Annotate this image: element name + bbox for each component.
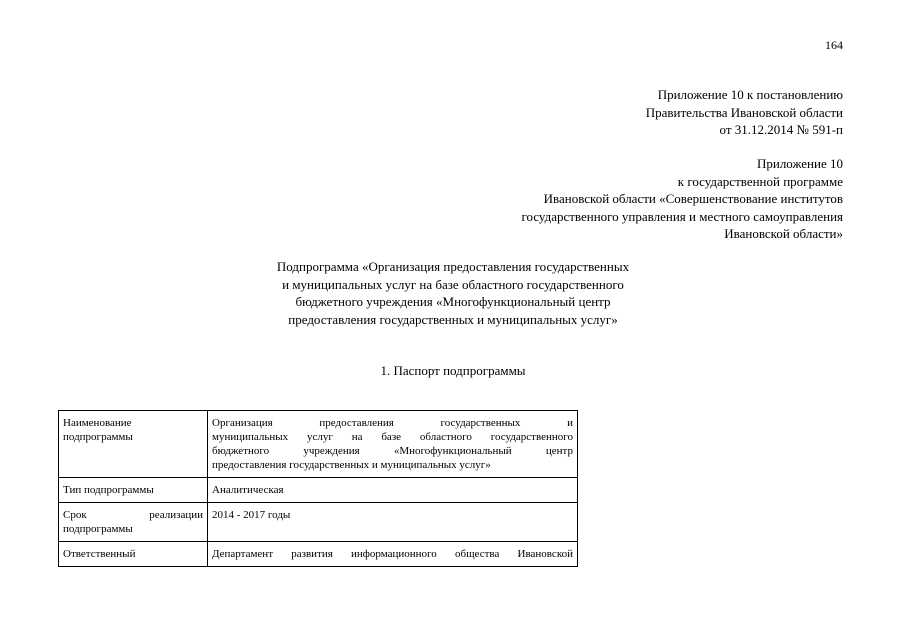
row-label-line: Тип подпрограммы bbox=[63, 484, 154, 496]
annex-program-line: государственного управления и местного самоуправления bbox=[521, 208, 843, 224]
annex-program-line: к государственной программе bbox=[677, 173, 843, 189]
page-number: 164 bbox=[825, 38, 843, 52]
row-value-line: муниципальных услуг на базе областного государственного bbox=[212, 431, 573, 443]
row-value-cell bbox=[208, 478, 578, 503]
row-value-cell bbox=[208, 411, 578, 478]
passport-table bbox=[58, 410, 578, 567]
row-value-line: бюджетного учреждения «Многофункциональный центр bbox=[212, 445, 573, 457]
row-label-line: Срок реализации bbox=[63, 509, 203, 521]
table-row bbox=[59, 503, 578, 542]
annex-resolution-block bbox=[646, 86, 843, 139]
annex-resolution-line: от 31.12.2014 № 591-п bbox=[719, 122, 843, 137]
row-value-line: Аналитическая bbox=[212, 484, 284, 496]
subprogram-title-line: Подпрограмма «Организация предоставления государственных bbox=[276, 259, 630, 274]
row-value-cell bbox=[208, 503, 578, 542]
subprogram-title bbox=[200, 258, 706, 328]
annex-program-line: Ивановской области» bbox=[724, 226, 843, 241]
row-label-line: Наименование bbox=[63, 417, 132, 429]
annex-resolution-line: Приложение 10 к постановлению bbox=[657, 87, 843, 102]
annex-program-line: Приложение 10 bbox=[756, 156, 843, 171]
subprogram-title-line: и муниципальных услуг на базе областного государственного bbox=[282, 276, 624, 292]
annex-program-line: Ивановской области «Совершенствование институтов bbox=[543, 191, 843, 206]
row-label-line: подпрограммы bbox=[63, 431, 133, 443]
row-label-cell bbox=[59, 478, 208, 503]
row-label-line: подпрограммы bbox=[63, 523, 133, 535]
annex-program-block bbox=[521, 155, 843, 243]
row-value-cell bbox=[208, 542, 578, 567]
row-value-line: Организация предоставления государственных и bbox=[212, 417, 573, 429]
row-label-cell bbox=[59, 411, 208, 478]
table-row bbox=[59, 542, 578, 567]
section-title: 1. Паспорт подпрограммы bbox=[380, 363, 526, 378]
table-row bbox=[59, 478, 578, 503]
row-value-line: 2014 - 2017 годы bbox=[212, 509, 291, 521]
annex-resolution-line: Правительства Ивановской области bbox=[645, 104, 843, 120]
row-value-line: Департамент развития информационного общества Ивановской bbox=[212, 548, 573, 560]
subprogram-title-line: бюджетного учреждения «Многофункциональный центр bbox=[295, 294, 611, 309]
row-label-cell bbox=[59, 542, 208, 567]
row-label-cell bbox=[59, 503, 208, 542]
row-label-line: Ответственный bbox=[63, 548, 136, 560]
row-value-line: предоставления государственных и муниципальных услуг» bbox=[212, 459, 491, 471]
table-row bbox=[59, 411, 578, 478]
subprogram-title-line: предоставления государственных и муниципальных услуг» bbox=[288, 311, 618, 327]
